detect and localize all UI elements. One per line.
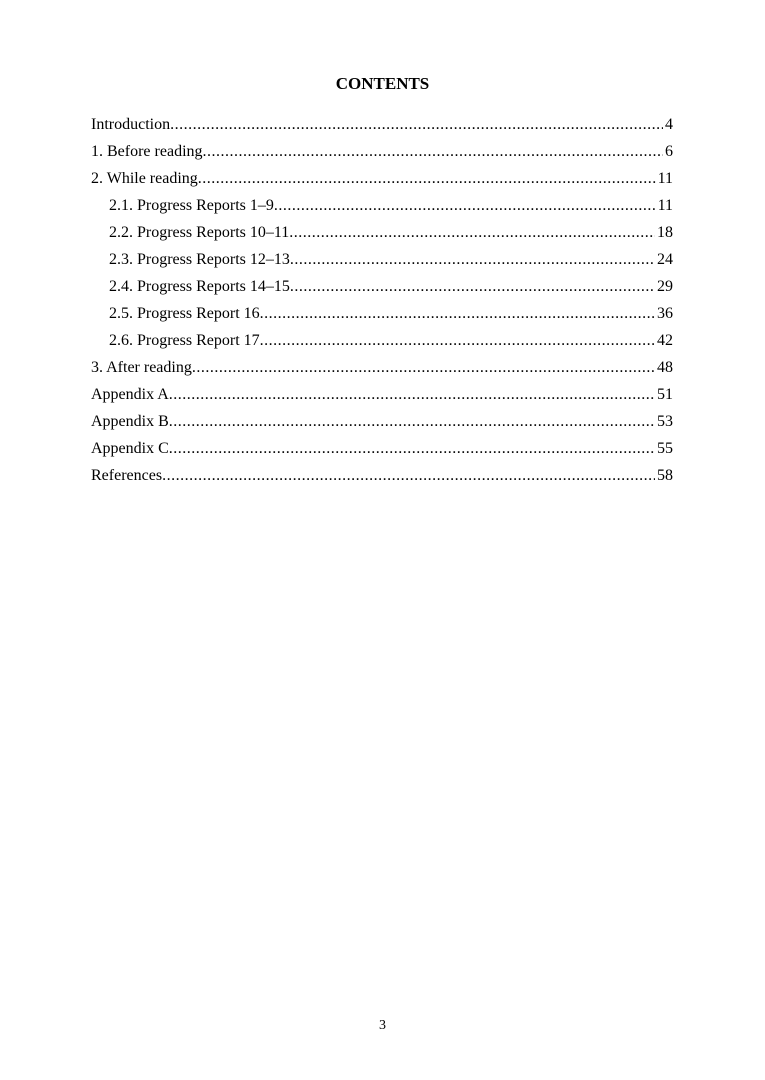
page-title: CONTENTS [335,74,430,93]
toc-entry-page: 6 [665,143,673,160]
toc-leader-dots [162,462,655,489]
toc-leader-dots [260,327,655,354]
toc-entry-label: Appendix B [91,413,169,430]
toc-entry-page: 48 [657,359,673,376]
toc-entry-page: 4 [665,116,673,133]
toc-entry-label: 2.4. Progress Reports 14–15 [109,278,290,295]
toc-entry-page: 11 [657,197,673,214]
toc-leader-dots [203,138,663,165]
toc-entry-label: 2.6. Progress Report 17 [109,332,260,349]
toc-entry-page: 51 [657,386,673,403]
toc-entry-before-reading[interactable] [91,138,673,165]
toc-entry-page: 24 [657,251,673,268]
toc-leader-dots [169,435,655,462]
toc-entry-label: Appendix A [91,386,169,403]
toc-entry-introduction[interactable] [91,111,673,138]
toc-leader-dots [290,246,655,273]
toc-leader-dots [169,408,655,435]
toc-entry-page: 42 [657,332,673,349]
toc-entry-label: References [91,467,163,484]
toc-leader-dots [290,273,655,300]
toc-entry-progress-reports-10-11[interactable] [91,219,673,246]
toc-leader-dots [289,219,655,246]
toc-entry-page: 58 [657,467,673,484]
page-number: 3 [379,1018,386,1033]
toc-leader-dots [274,192,656,219]
toc-entry-progress-report-16[interactable] [91,300,673,327]
table-of-contents [91,111,673,489]
toc-entry-appendix-b[interactable] [91,408,673,435]
toc-entry-label: Introduction [91,116,171,133]
toc-entry-progress-reports-12-13[interactable] [91,246,673,273]
toc-entry-label: 2.3. Progress Reports 12–13 [109,251,290,268]
toc-leader-dots [170,111,663,138]
toc-entry-after-reading[interactable] [91,354,673,381]
toc-leader-dots [260,300,655,327]
toc-leader-dots [169,381,655,408]
toc-entry-page: 29 [657,278,673,295]
toc-entry-page: 11 [657,170,673,187]
toc-entry-progress-reports-14-15[interactable] [91,273,673,300]
toc-entry-label: 2.2. Progress Reports 10–11 [109,224,290,241]
toc-entry-progress-reports-1-9[interactable] [91,192,673,219]
toc-entry-label: 2.5. Progress Report 16 [109,305,260,322]
toc-entry-label: Appendix C [91,440,169,457]
toc-entry-progress-report-17[interactable] [91,327,673,354]
toc-entry-page: 53 [657,413,673,430]
toc-entry-label: 3. After reading [91,359,192,376]
toc-entry-page: 36 [657,305,673,322]
toc-leader-dots [198,165,656,192]
toc-entry-label: 2. While reading [91,170,198,187]
toc-entry-page: 18 [657,224,673,241]
toc-entry-while-reading[interactable] [91,165,673,192]
toc-leader-dots [192,354,655,381]
toc-entry-appendix-a[interactable] [91,381,673,408]
toc-entry-label: 2.1. Progress Reports 1–9 [109,197,274,214]
toc-entry-page: 55 [657,440,673,457]
toc-entry-references[interactable] [91,462,673,489]
toc-entry-label: 1. Before reading [91,143,203,160]
toc-entry-appendix-c[interactable] [91,435,673,462]
